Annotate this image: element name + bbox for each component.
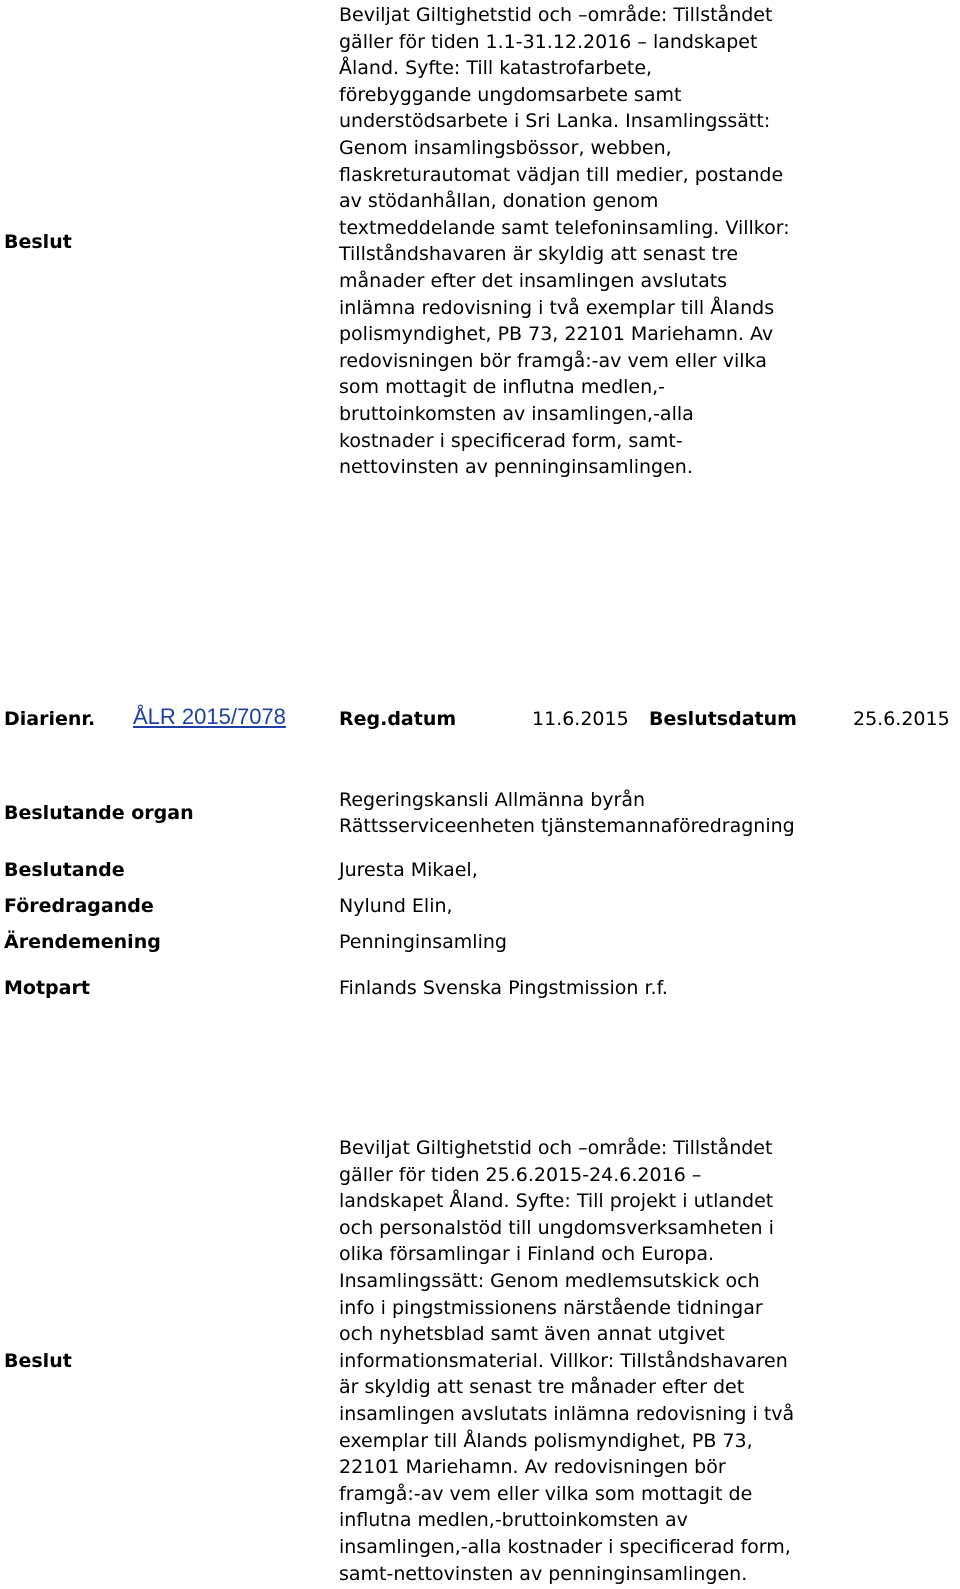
beslutsdatum-value: 25.6.2015 [853,708,950,730]
beslutande-organ-line: Rättsserviceenheten tjänstemannaföredragning [339,815,795,837]
beslut-line: nettovinsten av penninginsamlingen. [339,456,693,479]
beslut-line: Åland. Syfte: Till katastrofarbete, [339,57,653,80]
beslut-line: och personalstöd till ungdomsverksamheten i [339,1216,774,1239]
beslut-line: Genom insamlingsbössor, webben, [339,136,672,159]
beslut-text-1 [339,2,839,481]
beslut-line: Beviljat Giltighetstid och –område: Tillståndet [339,4,773,26]
beslut-line: textmeddelande samt telefoninsamling. Villkor: [339,216,790,239]
beslutande-label: Beslutande [4,859,125,881]
beslut-line: kostnader i specificerad form, samt- [339,429,683,452]
foredragande-value: Nylund Elin, [339,895,453,917]
beslut-label-1: Beslut [4,231,72,253]
diarienr-link[interactable]: ÅLR 2015/7078 [133,704,286,729]
beslut-line: understödsarbete i Sri Lanka. Insamlingssätt: [339,110,771,133]
beslut-line: av stödanhållan, donation genom [339,190,659,213]
beslut-line: framgå:-av vem eller vilka som mottagit de [339,1482,753,1505]
beslut-line: landskapet Åland. Syfte: Till projekt i utlandet [339,1190,774,1213]
beslut-line: inlämna redovisning i två exemplar till Ålands [339,296,775,319]
arendemening-label: Ärendemening [4,931,161,953]
beslut-line: 22101 Mariehamn. Av redovisningen bör [339,1456,726,1479]
beslut-line: flaskreturautomat vädjan till medier, postande [339,163,784,186]
beslutande-organ-label: Beslutande organ [4,802,194,824]
beslut-line: gäller för tiden 25.6.2015-24.6.2016 – [339,1163,702,1186]
motpart-label: Motpart [4,977,90,999]
beslut-line: influtna medlen,-bruttoinkomsten av [339,1509,688,1532]
beslut-line: polismyndighet, PB 73, 22101 Mariehamn. Av [339,323,774,346]
diarienr-label: Diarienr. [4,708,96,730]
beslutande-value: Juresta Mikael, [339,859,478,881]
beslutande-organ-line: Regeringskansli Allmänna byrån [339,789,646,811]
beslut-text-2 [339,1135,839,1587]
beslut-line: samt-nettovinsten av penninginsamlingen. [339,1562,748,1585]
regdatum-label: Reg.datum [339,708,457,730]
beslut-line: exemplar till Ålands polismyndighet, PB 73, [339,1429,753,1452]
beslut-label-2: Beslut [4,1350,72,1372]
beslut-line: redovisningen bör framgå:-av vem eller vilka [339,349,767,372]
beslut-line: månader efter det insamlingen avslutats [339,269,728,292]
beslutande-organ-value [339,787,795,839]
beslut-line: förebyggande ungdomsarbete samt [339,83,682,106]
beslut-line: bruttoinkomsten av insamlingen,-alla [339,402,694,425]
regdatum-value: 11.6.2015 [532,708,629,730]
arendemening-value: Penninginsamling [339,931,507,953]
beslut-line: och nyhetsblad samt även annat utgivet [339,1323,725,1346]
beslut-line: är skyldig att senast tre månader efter det [339,1376,745,1399]
beslut-line: info i pingstmissionens närstående tidningar [339,1296,763,1319]
beslut-line: gäller för tiden 1.1-31.12.2016 – landskapet [339,30,758,53]
beslutsdatum-label: Beslutsdatum [649,708,797,730]
beslut-line: Tillståndshavaren är skyldig att senast tre [339,243,739,266]
foredragande-label: Föredragande [4,895,154,917]
beslut-line: insamlingen avslutats inlämna redovisning i två [339,1402,795,1425]
beslut-line: informationsmaterial. Villkor: Tillståndshavaren [339,1349,788,1372]
beslut-line: Insamlingssätt: Genom medlemsutskick och [339,1269,760,1292]
beslut-line: insamlingen,-alla kostnader i specificerad form, [339,1535,791,1558]
motpart-value: Finlands Svenska Pingstmission r.f. [339,977,668,999]
beslut-line: olika församlingar i Finland och Europa. [339,1243,715,1266]
beslut-line: Beviljat Giltighetstid och –område: Tillståndet [339,1137,773,1159]
beslut-line: som mottagit de influtna medlen,- [339,376,666,399]
